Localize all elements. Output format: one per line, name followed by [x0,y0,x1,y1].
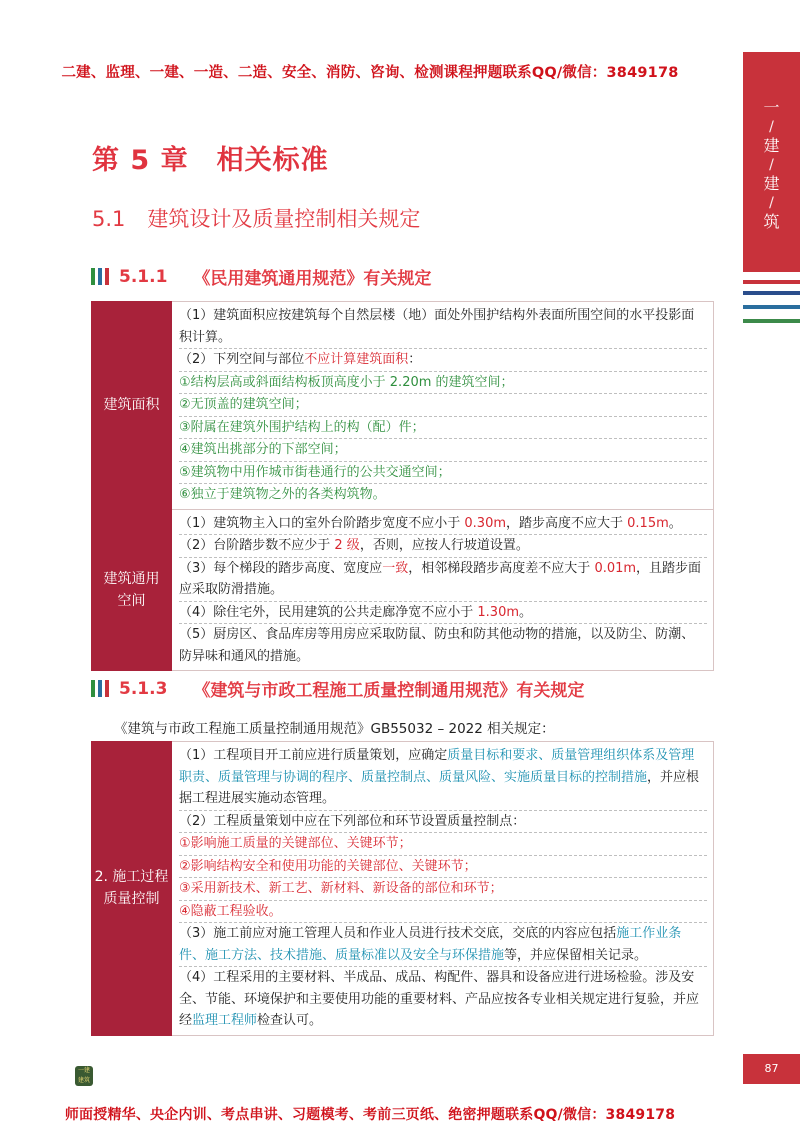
table-row [92,509,714,671]
rule-text: ，否则，应按人行坡道设置。 [359,538,529,553]
rule-line: （5）厨房区、食品库房等用房应采取防鼠、防虫和防其他动物的措施，以及防尘、防潮、防异味和通风的措施。 [179,627,695,664]
row-content [172,302,714,510]
row-label-line: 质量控制 [103,891,160,908]
side-stripe [743,291,800,295]
rule-text: （4）工程采用的主要材料、半成品、成品、构配件、器具和设备应进行进场检验。涉及安全、节能、环境保护和主要使用功能的重要材料、产品应按各专业相关规定进行复验，并应经 [179,970,700,1028]
rule-line: ④建筑出挑部分的下部空间； [179,439,707,462]
rule-highlight: 监理工程师 [192,1013,258,1028]
rule-text: 。 [668,515,682,531]
rule-line: ②无顶盖的建筑空间； [179,394,707,417]
table-quality-control [91,741,714,1036]
bottom-ad-banner: 师面授精华、央企内训、考点串讲、习题模考、考前三页纸、绝密押题联系QQ/微信：3849178 [64,1107,676,1123]
rule-text: ，并应根据工程进展实施动态管理。 [179,769,700,806]
side-tab-char: 建 [763,136,780,155]
rule-line: ②影响结构安全和使用功能的关键部位、关键环节； [179,856,707,879]
intro-text: 《建筑与市政工程施工质量控制通用规范》GB55032 – 2022 相关规定： [114,721,555,737]
rule-text: （1）工程项目开工前应进行质量策划，应确定 [179,748,448,763]
rule-highlight: 0.15m [627,515,669,531]
publisher-logo: 一建 建筑 [75,1066,93,1086]
rule-highlight: 0.01m [594,560,637,576]
rule-line: ①影响施工质量的关键部位、关键环节； [179,833,707,856]
rule-text: 检查认可。 [257,1013,323,1028]
rule-line [179,923,707,967]
rule-text: （3）每个梯段的踏步高度、宽度应 [179,560,383,576]
rule-text: （4）除住宅外，民用建筑的公共走廊净宽不应小于 [179,604,478,620]
rule-highlight: 不应计算建筑面积 [304,352,409,367]
page-number: 87 [743,1054,800,1084]
side-tab-char: 一 [763,98,780,117]
rule-line: ③附属在建筑外围护结构上的构（配）件； [179,417,707,440]
rule-text: （1）建筑物主入口的室外台阶踏步宽度不应小于 [179,515,465,531]
bars-icon [91,680,109,697]
side-tab-sep: / [769,119,774,135]
rule-line: ⑥独立于建筑物之外的各类构筑物。 [179,487,386,502]
subsection-title: 《民用建筑通用规范》有关规定 [193,269,432,289]
rule-line [179,535,707,558]
rule-highlight: 质量目标和要求、质量管理组织体系及管理职责、质量管理与协调的程序、质量控制点、质量风险、实施质量目标的控制措施 [179,748,695,785]
side-tab-char: 建 [763,174,780,193]
row-label-line: 空间 [117,592,146,609]
side-tab-char: 筑 [763,212,780,231]
rule-text: 。 [519,604,533,620]
subsection-title: 《建筑与市政工程施工质量控制通用规范》有关规定 [193,681,585,701]
rule-highlight: 2 级 [334,538,360,553]
table-row [92,742,714,1036]
subsection-number: 5.1.1 [119,266,168,287]
side-stripe [743,280,800,284]
section-title: 建筑设计及质量控制相关规定 [147,207,421,231]
subsection-heading-2 [91,676,584,701]
side-stripe [743,305,800,309]
subsection-heading-1 [91,264,431,289]
side-tab-sep: / [769,195,774,211]
rule-text: 等，并应保留相关记录。 [504,947,648,963]
row-label [92,742,172,1036]
side-tab-sep: / [769,157,774,173]
rule-text: ，相邻梯段踏步高度差不应大于 [408,560,595,576]
rule-highlight: 施工作业条件、施工方法、技术措施、质量标准以及安全与环保措施 [179,926,682,963]
rule-text: ，踏步高度不应大于 [506,515,628,531]
rule-text: ： [408,352,422,367]
rule-highlight: 一致 [382,560,409,576]
rule-text: ，且踏步面应采取防滑措施。 [179,560,702,597]
row-label: 建筑面积 [92,302,172,510]
rule-line [179,349,707,372]
top-ad-banner: 二建、监理、一建、一造、二造、安全、消防、咨询、检测课程押题联系QQ/微信：3849178 [61,65,679,81]
subsection-number: 5.1.3 [119,678,168,699]
side-chapter-tab [743,52,800,272]
rule-text: （3）施工前应对施工管理人员和作业人员进行技术交底，交底的内容应包括 [179,926,617,941]
rule-line: ③采用新技术、新工艺、新材料、新设备的部位和环节； [179,878,707,901]
row-content [172,509,714,671]
rule-text: （2）台阶踏步数不应少于 [179,538,335,553]
side-stripe [743,319,800,323]
rule-line: ⑤建筑物中用作城市街巷通行的公共交通空间； [179,462,707,485]
rule-line [179,745,707,811]
table-building-rules [91,301,714,671]
rule-line [179,558,707,602]
section-heading [92,203,420,233]
row-label-line: 建筑通用 [103,570,160,587]
rule-line [179,305,707,349]
section-number: 5.1 [92,207,126,231]
row-label-line: 2. 施工过程 [94,869,169,886]
rule-highlight: 0.30m [464,515,507,531]
rule-line [179,513,707,536]
row-label [92,509,172,671]
rule-line: ④隐蔽工程验收。 [179,901,707,924]
chapter-title: 第 5 章 相关标准 [92,145,329,176]
bars-icon [91,268,109,285]
rule-line [179,967,707,1032]
rule-text: （2）下列空间与部位 [179,352,305,367]
table-row [92,302,714,510]
rule-line: （2）工程质量策划中应在下列部位和环节设置质量控制点： [179,811,707,834]
row-content [172,742,714,1036]
rule-text: （1）建筑面积应按建筑每个自然层楼（地）面处外围护结构外表面所围空间的水平投影面积计算。 [179,308,695,345]
rule-highlight: 1.30m [477,604,520,620]
rule-line [179,602,707,625]
rule-line: ①结构层高或斜面结构板顶高度小于 2.20m 的建筑空间； [179,372,707,395]
